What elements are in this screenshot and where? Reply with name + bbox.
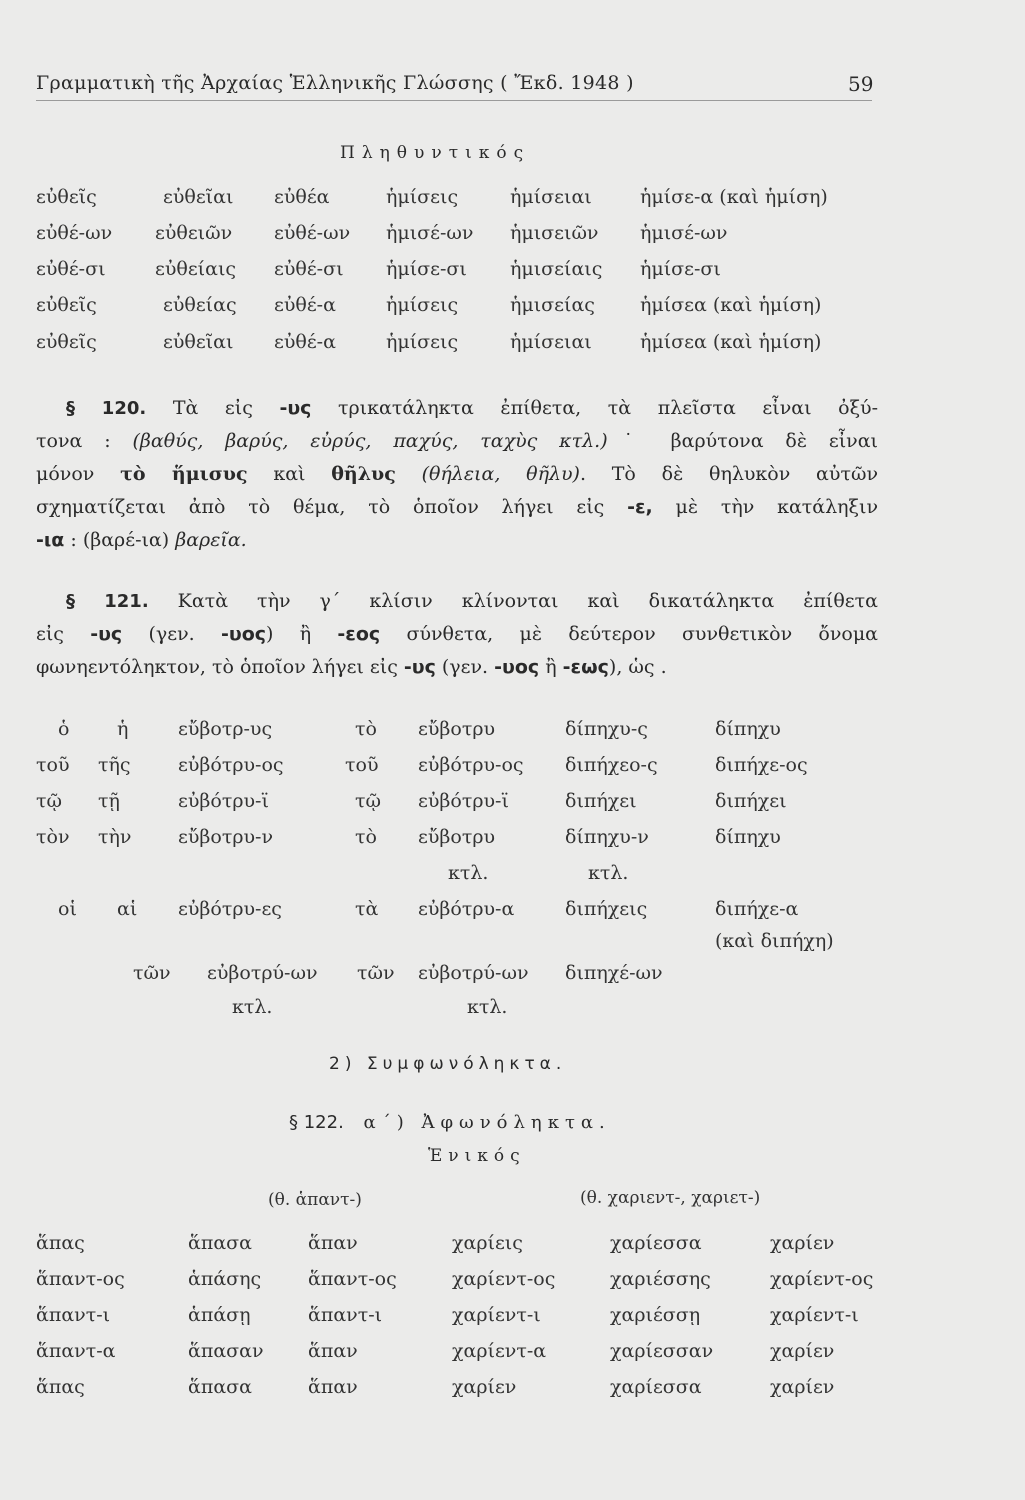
t122-cell: ἅπαντ-ος [308, 1268, 397, 1290]
plural-cell: εὐθεῖς [36, 186, 97, 208]
article-m: ὁ [58, 718, 70, 740]
t122-cell: χαρίεσσα [610, 1376, 702, 1398]
t122-cell: ἅπαν [308, 1232, 358, 1254]
form-n: εὔβοτρυ [418, 718, 496, 740]
plural-cell: εὐθειῶν [155, 222, 233, 244]
t122-cell: χαριέσσης [610, 1268, 711, 1290]
stem-charient: (θ. χαριεντ-, χαριετ-) [580, 1188, 761, 1208]
plural-heading: Πληθυντικός [340, 143, 531, 163]
form-dip-n: διπήχε-α [715, 898, 799, 920]
section-number-121: § 121. [66, 591, 149, 612]
t122-cell: χαρίεσσαν [610, 1340, 714, 1362]
plural-cell: ἡμίσε-σι [640, 258, 721, 280]
plural-cell: ἡμίσε-σι [386, 258, 467, 280]
plural-cell: εὐθέα [274, 186, 330, 208]
form-gen-dip: διπηχέ-ων [565, 962, 663, 984]
t122-cell: χαρίεσσα [610, 1232, 702, 1254]
ktl-abbrev: κτλ. [448, 862, 489, 884]
article-f: ἡ [117, 718, 129, 740]
form-gen-n: εὐβοτρύ-ων [418, 962, 529, 984]
t122-cell: χαρίεντ-ι [770, 1304, 859, 1326]
plural-cell: ἡμίσεις [386, 331, 459, 353]
article-m: τῷ [36, 790, 63, 812]
form-gen-mf: εὐβοτρύ-ων [207, 962, 318, 984]
form-mf: εὔβοτρυ-ν [178, 826, 274, 848]
header-rule [36, 100, 872, 101]
plural-cell: εὐθέ-ων [274, 222, 351, 244]
form-dip-mf: διπήχει [565, 790, 637, 812]
form-dip-n: διπήχε-ος [715, 754, 808, 776]
form-n: εὔβοτρυ [418, 826, 496, 848]
t122-cell: ἅπαν [308, 1376, 358, 1398]
form-dip-mf: διπήχεο-ς [565, 754, 658, 776]
t122-cell: ἅπαν [308, 1340, 358, 1362]
plural-cell: εὐθεῖαι [163, 186, 234, 208]
plural-cell: ἡμισείας [510, 294, 595, 316]
section-number-122: § 122. [289, 1112, 344, 1133]
article-f: αἱ [117, 898, 138, 920]
article-gen: τῶν [133, 962, 171, 984]
t122-cell: ἅπαντ-ος [36, 1268, 125, 1290]
plural-cell: ἡμισειῶν [510, 222, 599, 244]
singular-heading: Ἑνικός [428, 1146, 526, 1166]
running-header-title: Γραμματικὴ τῆς Ἀρχαίας Ἑλληνικῆς Γλώσσης ( Ἔκδ. 1948 ) [36, 72, 634, 94]
plural-cell: εὐθείας [163, 294, 237, 316]
t122-cell: ἁπάσῃ [188, 1304, 251, 1326]
stem-apant: (θ. ἁπαντ-) [268, 1190, 362, 1210]
t122-cell: χαρίεντ-ι [452, 1304, 541, 1326]
t122-cell: χαρίεν [770, 1340, 835, 1362]
t122-cell: ἅπας [36, 1376, 85, 1398]
plural-cell: ἡμισέ-ων [386, 222, 474, 244]
article-m: τὸν [36, 826, 70, 848]
form-mf: εὐβότρυ-ϊ [178, 790, 269, 812]
form-n: εὐβότρυ-ος [418, 754, 524, 776]
plural-cell: ἡμίσειαι [510, 186, 592, 208]
article-gen-n: τῶν [357, 962, 395, 984]
t122-cell: χαρίεντ-ος [452, 1268, 556, 1290]
t122-cell: χαρίεντ-α [452, 1340, 547, 1362]
form-mf: εὐβότρυ-ες [178, 898, 282, 920]
article-n: τὸ [355, 826, 377, 848]
t122-cell: χαρίεν [770, 1376, 835, 1398]
form-dip-n-alt: (καὶ διπήχη) [715, 930, 834, 952]
ktl-abbrev: κτλ. [232, 996, 273, 1018]
t122-cell: ἅπασα [188, 1232, 252, 1254]
t122-cell: χαριέσσῃ [610, 1304, 701, 1326]
article-m: οἱ [58, 898, 77, 920]
section-heading-consonant: 2) Συμφωνόληκτα. [329, 1054, 567, 1074]
article-n: τὸ [355, 718, 377, 740]
form-dip-mf: διπήχεις [565, 898, 648, 920]
t122-cell: ἁπάσης [188, 1268, 262, 1290]
plural-cell: ἡμίσεα (καὶ ἡμίση) [640, 294, 822, 316]
form-dip-mf: δίπηχυ-ν [565, 826, 649, 848]
form-mf: εὔβοτρ-υς [178, 718, 273, 740]
section-122-title: α΄) Ἀφωνόληκτα. [363, 1112, 611, 1133]
form-dip-mf: δίπηχυ-ς [565, 718, 648, 740]
form-n: εὐβότρυ-α [418, 898, 515, 920]
article-m: τοῦ [36, 754, 70, 776]
form-dip-n: δίπηχυ [715, 718, 781, 740]
plural-cell: εὐθεῖς [36, 294, 97, 316]
ktl-abbrev: κτλ. [588, 862, 629, 884]
form-dip-n: δίπηχυ [715, 826, 781, 848]
article-n: τὰ [355, 898, 379, 920]
ktl-abbrev: κτλ. [467, 996, 508, 1018]
paragraph-120: § 120. Τὰ εἰς -υς τρικατάληκτα ἐπίθετα, τὰ πλεῖστα εἶναι ὀξύ- τονα : (βαθύς, βαρύς, εὐρύς, παχύς, ταχὺς κτλ.)˙ βαρύτονα δὲ εἶναι μόνον τὸ ἥμισυς καὶ θῆλυς (θήλεια, θῆλυ). Τὸ δὲ θηλυκὸν αὐτῶν σχηματίζεται ἀπὸ τὸ θέμα, τὸ ὁποῖον λήγει εἰς -ε, μὲ τὴν κατάληξιν -ια : (βαρέ-ια) βαρεῖα. [36, 397, 879, 551]
article-n: τῷ [355, 790, 382, 812]
plural-cell: εὐθείαις [155, 258, 237, 280]
t122-cell: χαρίεις [452, 1232, 523, 1254]
section-number-120: § 120. [66, 398, 147, 419]
plural-cell: ἡμίσεις [386, 186, 459, 208]
page-number: 59 [848, 72, 874, 96]
paragraph-121: § 121. Κατὰ τὴν γ΄ κλίσιν κλίνονται καὶ δικατάληκτα ἐπίθετα εἰς -υς (γεν. -υος) ἢ -εος σύνθετα, μὲ δεύτερον συνθετικὸν ὄνομα φωνηεντόληκτον, τὸ ὁποῖον λήγει εἰς -υς (γεν. -υος ἢ -εως), ὡς . [36, 590, 879, 678]
plural-cell: ἡμίσεις [386, 294, 459, 316]
plural-cell: εὐθέ-ων [36, 222, 113, 244]
t122-cell: ἅπας [36, 1232, 85, 1254]
form-n: εὐβότρυ-ϊ [418, 790, 509, 812]
plural-cell: εὐθεῖαι [163, 331, 234, 353]
article-f: τῆς [98, 754, 131, 776]
t122-cell: ἅπαντ-ι [308, 1304, 383, 1326]
form-mf: εὐβότρυ-ος [178, 754, 284, 776]
plural-cell: ἡμίσεα (καὶ ἡμίση) [640, 331, 822, 353]
plural-cell: εὐθέ-α [274, 331, 336, 353]
plural-cell: εὐθέ-σι [36, 258, 106, 280]
t122-cell: ἅπασα [188, 1376, 252, 1398]
t122-cell: ἅπαντ-α [36, 1340, 116, 1362]
t122-cell: ἅπαντ-ι [36, 1304, 111, 1326]
article-f: τὴν [98, 826, 132, 848]
t122-cell: ἅπασαν [188, 1340, 264, 1362]
t122-cell: χαρίεν [452, 1376, 517, 1398]
t122-cell: χαρίεν [770, 1232, 835, 1254]
plural-cell: ἡμίσε-α (καὶ ἡμίση) [640, 186, 828, 208]
article-f: τῇ [98, 790, 120, 812]
section-122 [289, 1112, 611, 1133]
plural-cell: εὐθέ-σι [274, 258, 344, 280]
t122-cell: χαρίεντ-ος [770, 1268, 874, 1290]
article-n: τοῦ [345, 754, 379, 776]
form-dip-n: διπήχει [715, 790, 787, 812]
plural-cell: εὐθεῖς [36, 331, 97, 353]
plural-cell: ἡμισέ-ων [640, 222, 728, 244]
plural-cell: ἡμισείαις [510, 258, 603, 280]
plural-cell: εὐθέ-α [274, 294, 336, 316]
plural-cell: ἡμίσειαι [510, 331, 592, 353]
